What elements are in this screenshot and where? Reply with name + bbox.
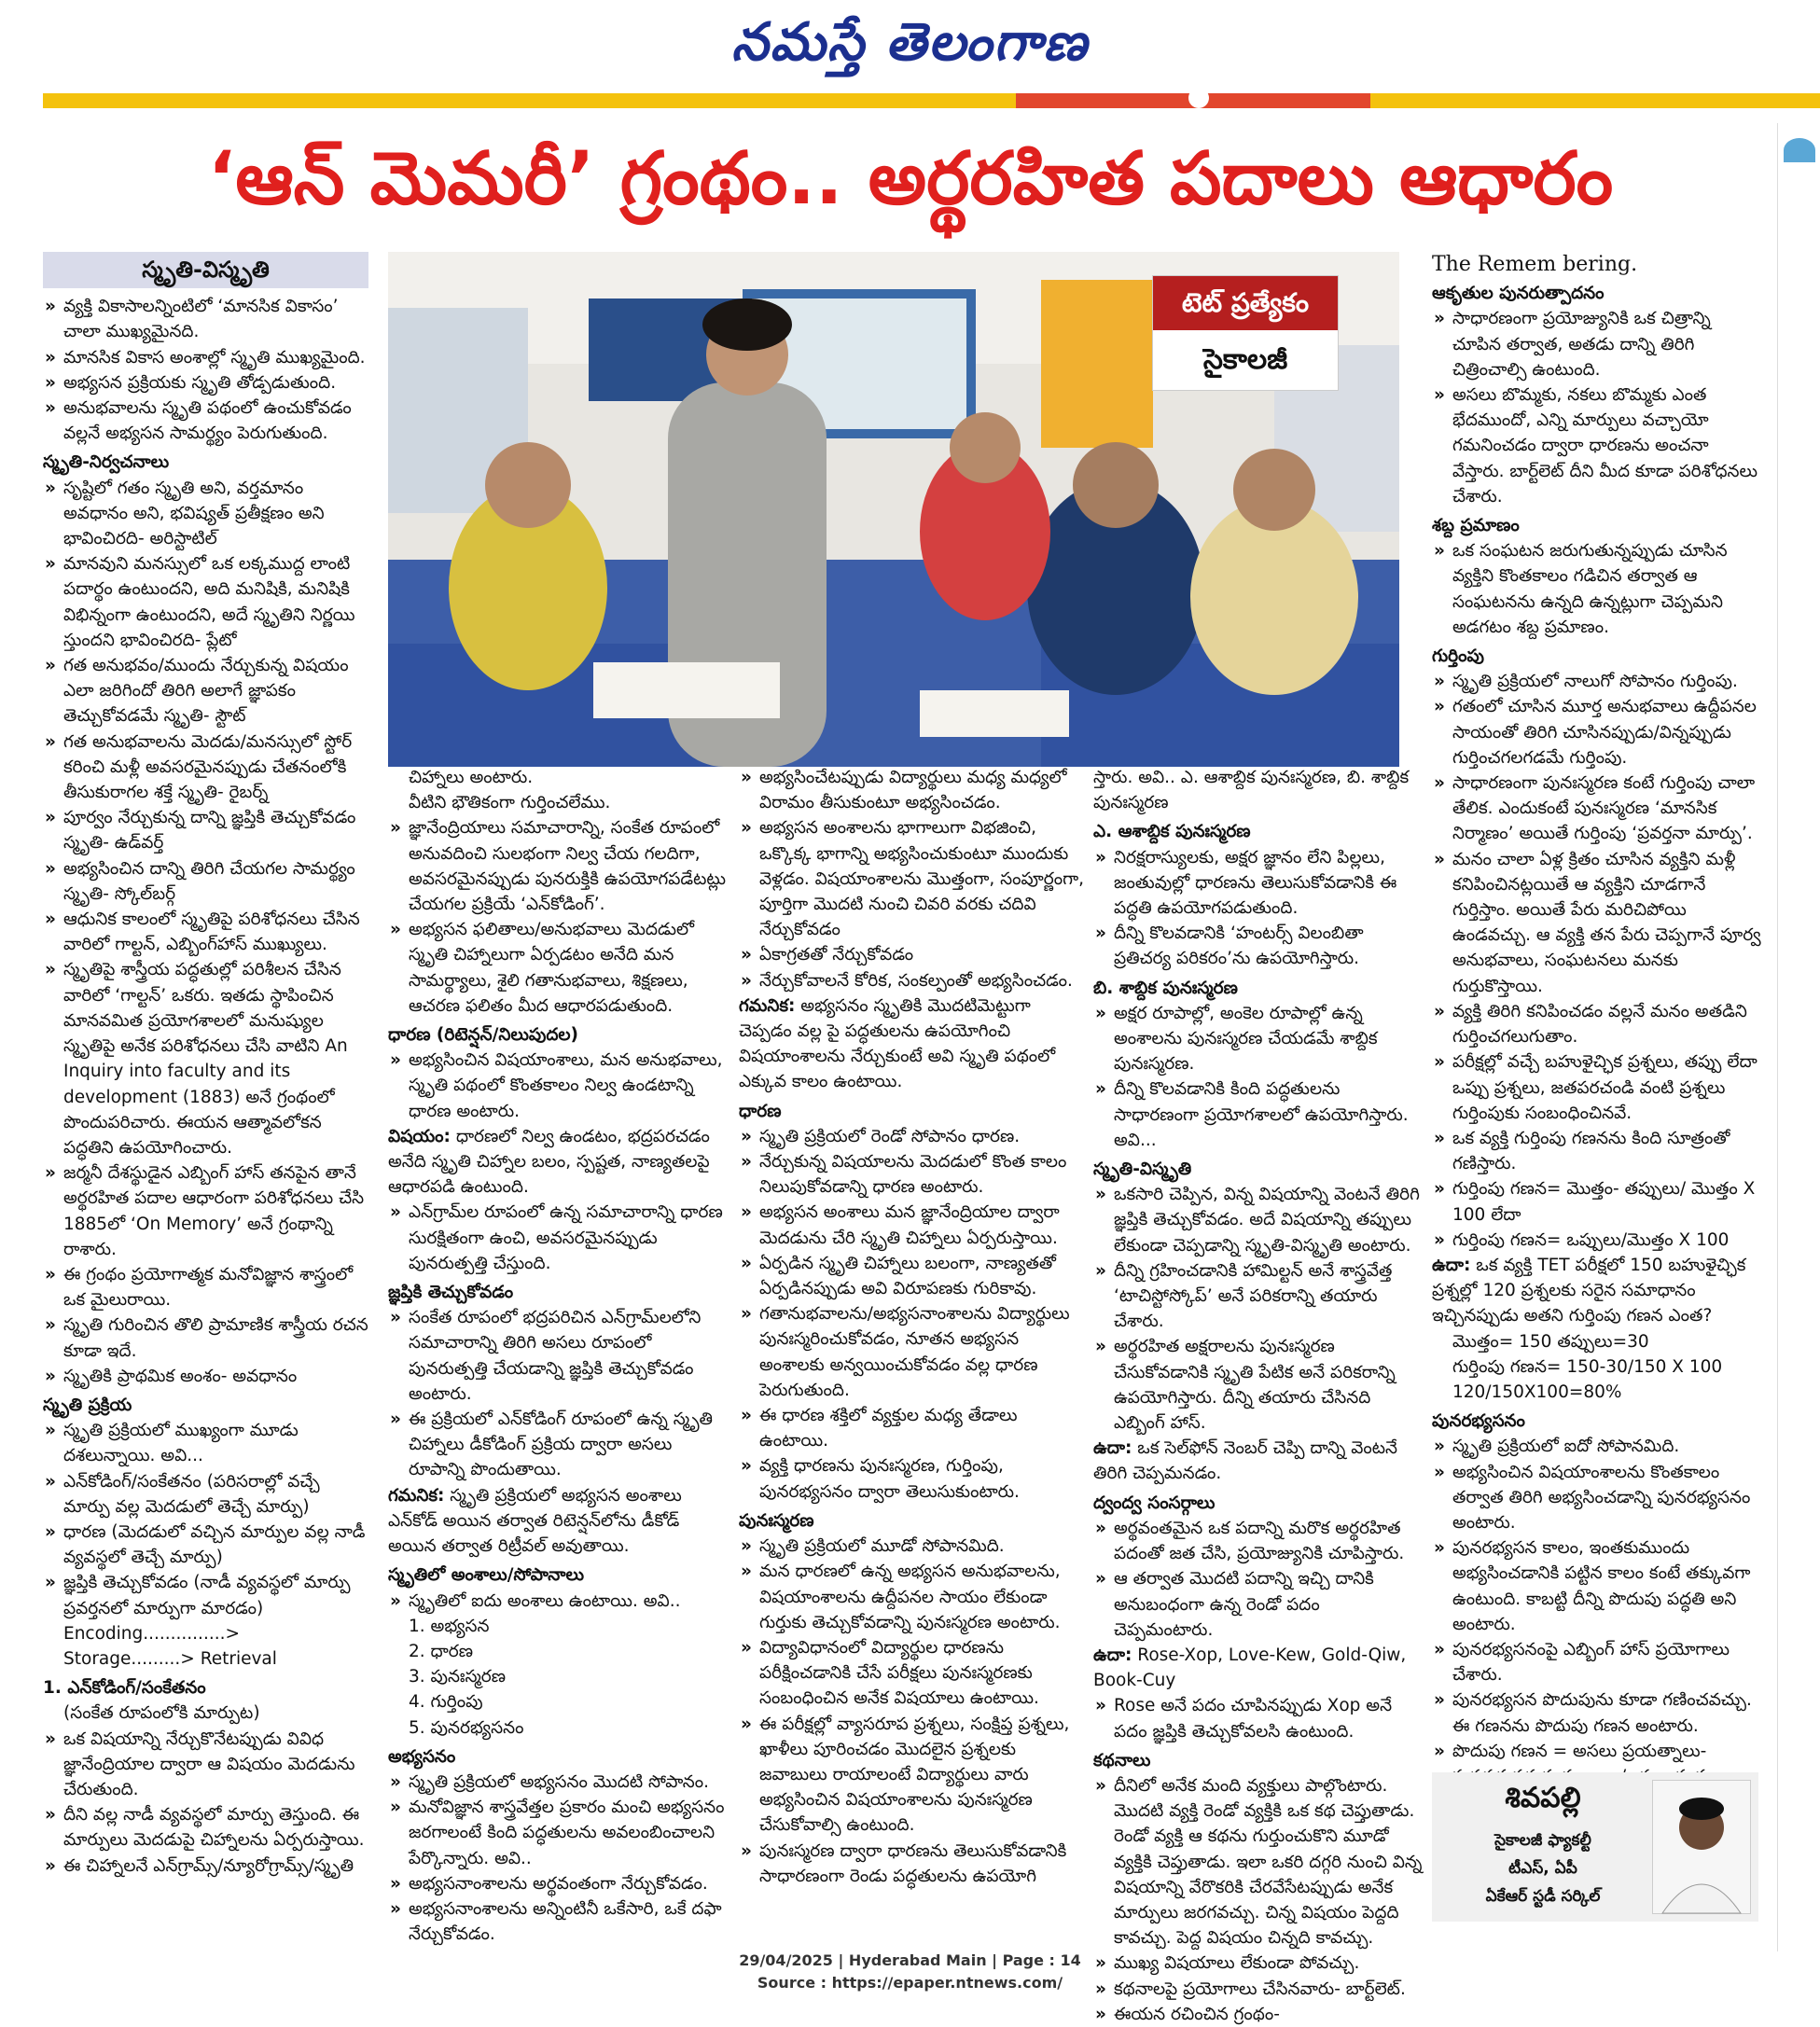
- verbal-list: [1093, 1001, 1423, 1153]
- reproduction-list: [1432, 306, 1763, 509]
- relearning-heading: పునరభ్యసనం: [1432, 1411, 1525, 1432]
- list-item: » ఈ గ్రంథం ప్రయోగాత్మక మనోవిజ్ఞాన శాస్త్రంలో ఒక మైలురాయి.: [43, 1262, 368, 1312]
- example-label: ఉదా:: [1093, 1438, 1132, 1459]
- list-item: » విద్యావిధానంలో విద్యార్థుల ధారణను పరీక్షించడానికి చేసే పరీక్షలు పునఃస్మరణకు సంబంధించిన అనేక విషయాలు ఉంటాయి.: [739, 1635, 1084, 1712]
- list-item: » దీన్ని కొలవడానికి ‘హంటర్స్ విలంబితా ప్రతిచర్య పరికరం’ను ఉపయోగిస్తారు.: [1093, 921, 1423, 971]
- color-bar: [43, 93, 1820, 108]
- reproduction-heading: ఆకృతుల పునరుత్పాదనం: [1432, 284, 1605, 304]
- paired-example-list: [1093, 1693, 1423, 1743]
- list-item: 5. పునరభ్యసనం: [409, 1717, 524, 1738]
- list-item: » సృష్టిలో గతం స్మృతి అని, వర్తమానం అవధానం అని, భవిష్యత్ ప్రతీక్షణం అని భావించిరది- అరిస్టాటిల్: [43, 476, 368, 552]
- list-item: » వ్యక్తి ధారణను పునఃస్మరణ, గుర్తింపు, పునరభ్యసనం ద్వారా తెలుసుకుంటారు.: [739, 1453, 1084, 1504]
- badge-title: టెట్ ప్రత్యేకం: [1153, 276, 1338, 330]
- list-item: » ఆధునిక కాలంలో స్మృతిపై పరిశోధనలు చేసిన వారిలో గాల్టన్, ఎబ్బింగ్‌హాస్ ముఖ్యులు.: [43, 907, 368, 957]
- list-item: » జర్మనీ దేశస్థుడైన ఎబ్బింగ్ హాస్ తనపైన తానే అర్థరహిత పదాల ఆధారంగా పరిశోధనలు చేసి 1885లో ‘On Memory’ అనే గ్రంథాన్ని రాశారు.: [43, 1160, 368, 1262]
- list-item: » స్మృతి ప్రక్రియలో నాలుగో సోపానం గుర్తింపు.: [1432, 669, 1763, 694]
- list-item: » నేర్చుకున్న విషయాలను మెదడులో కొంత కాలం నిలుపుకోవడాన్ని ధారణ అంటారు.: [739, 1149, 1084, 1200]
- list-item: » స్మృతి గురించిన తొలి ప్రామాణిక శాస్త్రీయ రచన కూడా ఇదే.: [43, 1312, 368, 1363]
- list-item: 3. పునఃస్మరణ: [409, 1667, 507, 1687]
- author-role-2: టీఎస్, ఏపీ: [1508, 1859, 1577, 1878]
- steps-list: [388, 1614, 729, 1741]
- list-item: గుర్తింపు గణన= 150-30/150 X 100: [1452, 1356, 1723, 1377]
- encoding-list: [43, 1727, 368, 1879]
- list-item: » అభ్యసించిన దాన్ని తిరిగి చేయగల సామర్థ్యం స్మృతి- స్కోల్‌బర్గ్: [43, 856, 368, 907]
- recognition-example-label: ఉదా:: [1432, 1255, 1471, 1275]
- recollection-list: [739, 1534, 1084, 1889]
- adjacent-logo-icon: [1784, 138, 1815, 162]
- list-item: » ఆ తర్వాత మొదటి పదాన్ని ఇచ్చి దానికి అనుబంధంగా ఉన్న రెండో పదం చెప్పమంటారు.: [1093, 1566, 1423, 1643]
- list-item: » స్మృతి ప్రక్రియలో ఐదో సోపానమిది.: [1432, 1434, 1763, 1459]
- list-item: » ముఖ్య విషయాలు లేకుండా పోవచ్చు.: [1093, 1951, 1423, 1976]
- list-item: » ఏకాగ్రతతో నేర్చుకోవడం: [739, 942, 1084, 967]
- column-3: [739, 765, 1084, 1922]
- author-name: శివపల్లి: [1505, 1782, 1581, 1814]
- list-item: » అర్థవంతమైన ఒక పదాన్ని మరొక అర్థరహిత పదంతో జత చేసి, ప్రయోజ్యునికి చూపిస్తారు.: [1093, 1516, 1423, 1566]
- list-item: » ఈయన రచించిన గ్రంథం-: [1093, 2002, 1423, 2027]
- list-item: » పునఃస్మరణ ద్వారా ధారణను తెలుసుకోవడానికి సాధారణంగా రెండు పద్ధతులను ఉపయోగి: [739, 1839, 1084, 1889]
- list-item: » దీన్ని కొలవడానికి కింది పద్ధతులను సాధారణంగా ప్రయోగశాలలో ఉపయోగిస్తారు. అవి...: [1093, 1076, 1423, 1153]
- list-item: » నేర్చుకోవాలనే కోరిక, సంకల్పంతో అభ్యసించడం.: [739, 968, 1084, 993]
- definitions-list: [43, 476, 368, 1389]
- list-item: వీటిని భౌతికంగా గుర్తించలేము.: [409, 793, 611, 813]
- list-item: » పునరభ్యసన కాలం, ఇంతకుముందు అభ్యసించడానికి పట్టిన కాలం కంటే తక్కువగా ఉంటుంది. కాబట్టి దీన్ని పొదుపు పద్ధతి అని అంటారు.: [1432, 1535, 1763, 1637]
- list-item: » పొదుపు గణన = అసలు ప్రయత్నాలు-: [1432, 1739, 1763, 1815]
- learning-note-label: గమనిక:: [739, 995, 796, 1016]
- list-item: » మన ధారణలో ఉన్న అభ్యసన అనుభవాలను, విషయాంశాలను ఉద్దీపనల సాయం లేకుండా గుర్తుకు తెచ్చుకోవడాన్ని పునఃస్మరణ అంటారు.: [739, 1559, 1084, 1635]
- list-item: » జ్ఞప్తికి తెచ్చుకోవడం (నాడీ వ్యవస్థలో మార్పు ప్రవర్తనలో మార్పుగా మారడం): [43, 1570, 368, 1620]
- list-item: » ఈ చిహ్నాలనే ఎన్‌గ్రామ్స్/న్యూరోగ్రామ్స్/స్మృతి: [43, 1853, 368, 1879]
- list-item: » గుర్తింపు గణన= మొత్తం- తప్పులు/ మొత్తం X 100 లేదా: [1432, 1176, 1763, 1227]
- encoding-cont-list: [388, 815, 729, 1019]
- list-item: » స్మృతిపై శాస్త్రీయ పద్ధతుల్లో పరిశీలన చేసిన వారిలో ‘గాల్టన్’ ఒకరు. ఇతడు స్థాపించిన మానవమిత ప్రయోగశాలలో మనుష్యుల స్మృతిపై అనేక పరిశోధనలు చేసి వాటిని An Inquiry into faculty and its development (1883) అనే గ్రంథంలో పొందుపరిచారు. ఈయన ఆత్మావలోకన పద్ధతిని ఉపయోగించారు.: [43, 957, 368, 1160]
- retention-note: [388, 1124, 729, 1201]
- list-item: » ఒక విషయాన్ని నేర్చుకొనేటప్పుడు వివిధ జ్ఞానేంద్రియాల ద్వారా ఆ విషయం మెదడును చేరుతుంది.: [43, 1727, 368, 1803]
- list-item: » గతానుభవాలను/అభ్యసనాంశాలను విద్యార్థులు పునఃస్మరించుకోవడం, నూతన అభ్యసన అంశాలకు అన్వయించుకోవడం వల్ల ధారణ పెరుగుతుంది.: [739, 1301, 1084, 1403]
- list-item: » దీన్ని గ్రహించడానికి హామిల్టన్ అనే శాస్త్రవేత్త ‘టాచిస్టోస్కోప్’ అనే పరికరాన్ని తయారు చేశారు.: [1093, 1258, 1423, 1335]
- retention-note-label: విషయం:: [388, 1126, 451, 1146]
- list-item: » గత అనుభవాలను మెదడు/మనస్సులో స్టోర్ కరించి మళ్లీ అవసరమైనప్పుడు చేతనంలోకి తీసుకురాగల శక్తే స్మృతి- రైబర్న్: [43, 729, 368, 806]
- column-1: [43, 252, 368, 1922]
- recognition-list: [1432, 669, 1763, 1253]
- list-item: » దీని వల్ల నాడీ వ్యవస్థలో మార్పు తెస్తుంది. ఈ మార్పులు మెదడుపై చిహ్నాలను ఏర్పరుస్తాయి.: [43, 1802, 368, 1853]
- list-item: » పునరభ్యసనంపై ఎబ్బింగ్ హాస్ ప్రయోగాలు చేశారు.: [1432, 1637, 1763, 1687]
- list-item: » ఈ ధారణ శక్తిలో వ్యక్తుల మధ్య తేడాలు ఉంటాయి.: [739, 1403, 1084, 1453]
- list-item: » అభ్యసించిన విషయాంశాలను కొంతకాలం తర్వాత తిరిగి అభ్యసించడాన్ని పునరభ్యసనం అంటారు.: [1432, 1460, 1763, 1536]
- recognition-example: [1432, 1253, 1763, 1329]
- paired-assoc-heading: ద్వంద్వ సంసర్గాలు: [1093, 1492, 1216, 1513]
- learning-note: [739, 993, 1084, 1095]
- footer-source: Source : https://epaper.ntnews.com/: [757, 1974, 1063, 1992]
- list-item: » పరీక్షల్లో వచ్చే బహుళైచ్ఛిక ప్రశ్నలు, తప్పు లేదా ఒప్పు ప్రశ్నలు, జతపరచండి వంటి ప్రశ్నలు గుర్తింపుకు సంబంధించినవే.: [1432, 1049, 1763, 1126]
- nonverbal-list: [1093, 845, 1423, 972]
- list-item: » మానసిక వికాస అంశాల్లో స్మృతి ముఖ్యమైంది.: [43, 345, 368, 370]
- list-item: » స్మృతి ప్రక్రియలో రెండో సోపానం ధారణ.: [739, 1124, 1084, 1149]
- list-item: » మానవుని మనస్సులో ఒక లక్కముద్ద లాంటి పదార్థం ఉంటుందని, అది మనిషికి, మనిషికి విభిన్నంగా ఉంటుందని, అదే స్మృతిని నిర్ణయి స్తుందని భావించిరది- ప్లేటో: [43, 551, 368, 653]
- relearning-list: [1432, 1434, 1763, 1814]
- learning-list: [388, 1770, 729, 1947]
- list-item: 4. గుర్తింపు: [409, 1692, 483, 1713]
- list-item: 1. అభ్యసన: [409, 1616, 490, 1636]
- color-bar-notch: [1188, 88, 1209, 108]
- list-item: చిహ్నాలు అంటారు.: [409, 768, 534, 787]
- list-item: » స్మృతికి ప్రాథమిక అంశం- అవధానం: [43, 1364, 368, 1389]
- retention-heading-2: ధారణ: [739, 1101, 782, 1121]
- list-item: » ఏర్పడిన స్మృతి చిహ్నాలు బలంగా, నాణ్యతతో ఏర్పడినప్పుడు అవి విరూపణకు గురికావు.: [739, 1251, 1084, 1301]
- list-item: » సాధారణంగా పునఃస్మరణ కంటే గుర్తింపు చాలా తేలిక. ఎందుకంటే పునఃస్మరణ ‘మానసిక నిర్మాణం’ అయితే గుర్తింపు ‘ప్రవర్తనా మార్పు’.: [1432, 771, 1763, 847]
- list-item: » గత అనుభవం/ముందు నేర్చుకున్న విషయం ఎలా జరిగిందో తిరిగి అలాగే జ్ఞాపకం తెచ్చుకోవడమే స్మృతి- స్టౌట్: [43, 653, 368, 729]
- process-note-text: స్మృతి ప్రక్రియలో అభ్యసన అంశాలు ఎన్‌కోడ్ అయిన తర్వాత రిటెన్షన్‌లోను డీకోడ్ అయిన తర్వాత రిట్రీవల్ అవుతాయి.: [388, 1485, 682, 1557]
- retention-note-text: ధారణలో నిల్వ ఉండటం, భద్రపరచడం అనేది స్మృతి చిహ్నాల బలం, స్పష్టత, నాణ్యతలపై ఆధారపడి ఉంటుంది.: [388, 1126, 710, 1198]
- column-4: [1093, 765, 1423, 2024]
- list-item: » అభ్యసించిన విషయాంశాలు, మన అనుభవాలు, స్మృతి పథంలో కొంతకాలం నిల్వ ఉండటాన్ని ధారణ అంటారు.: [388, 1048, 729, 1124]
- list-item: » జ్ఞానేంద్రియాలు సమాచారాన్ని, సంకేత రూపంలో అనువదించి సులభంగా నిల్వ చేయ గలదిగా, అవసరమైనప్పుడు పునరుక్తికి ఉపయోగపడేటట్లు చేయగల ప్రక్రియే ‘ఎన్‌కోడింగ్’.: [388, 815, 729, 917]
- encoding-heading: 1. ఎన్‌కోడింగ్/సంకేతనం: [43, 1678, 206, 1699]
- tet-special-badge: [1152, 275, 1339, 391]
- paired-example-label: ఉదా:: [1093, 1645, 1132, 1665]
- recall-list: [388, 1305, 729, 1482]
- list-item: » మనోవిజ్ఞాన శాస్త్రవేత్తల ప్రకారం మంచి అభ్యసనం జరగాలంటే కింది పద్ధతులను అవలంబించాలని పేర్కొన్నారు. అవి..: [388, 1795, 729, 1871]
- example-text: ఒక సెల్‌ఫోన్ నెంబర్ చెప్పి దాన్ని వెంటనే తిరిగి చెప్పమనడం.: [1093, 1438, 1398, 1484]
- process-list: [43, 1418, 368, 1621]
- list-item: » పునరభ్యసన పొదుపును కూడా గణించవచ్చు. ఈ గణనను పొదుపు గణన అంటారు.: [1432, 1687, 1763, 1738]
- list-item: » ఎన్‌కోడింగ్/సంకేతనం (పరిసరాల్లో వచ్చే మార్పు వల్ల మెదడులో తెచ్చే మార్పు): [43, 1469, 368, 1520]
- list-item: » అభ్యసించేటప్పుడు విద్యార్థులు మధ్య మధ్యలో విరామం తీసుకుంటూ అభ్యసించడం.: [739, 765, 1084, 815]
- badge-subject: సైకాలజీ: [1202, 343, 1288, 376]
- list-item: » అభ్యసన అంశాలు మన జ్ఞానేంద్రియాల ద్వారా మెదడును చేరి స్మృతి చిహ్నాలు ఏర్పరుస్తాయి.: [739, 1200, 1084, 1250]
- process-note: [388, 1483, 729, 1560]
- list-item: » ఒక సంఘటన జరుగుతున్నప్పుడు చూసిన వ్యక్తిని కొంతకాలం గడిచిన తర్వాత ఆ సంఘటనను ఉన్నది ఉన్నట్లుగా చెప్పమని అడగటం శబ్ద ప్రమాణం.: [1432, 538, 1763, 640]
- list-item: » నిరక్షరాస్యులకు, అక్షర జ్ఞానం లేని పిల్లలు, జంతువుల్లో ధారణను తెలుసుకోవడానికి ఈ పద్ధతి ఉపయోగపడుతుంది.: [1093, 845, 1423, 922]
- memory-span-list: [1093, 1182, 1423, 1436]
- testimony-list: [1432, 538, 1763, 640]
- column-2: [388, 765, 729, 1945]
- encoding-sub: (సంకేత రూపంలోకి మార్పుట): [63, 1703, 260, 1724]
- list-item: » ధారణ (మెదడులో వచ్చిన మార్పుల వల్ల నాడీ వ్యవస్థలో తెచ్చే మార్పు): [43, 1520, 368, 1570]
- methods-lead: స్తారు. అవి.. ఎ. ఆశాబ్దిక పునఃస్మరణ, బి. శాబ్దిక పునఃస్మరణ: [1093, 768, 1410, 813]
- list-item: » కథనాలపై ప్రయోగాలు చేసినవారు- బార్ట్‌లెట్.: [1093, 1977, 1423, 2002]
- list-item: » అభ్యసన ఫలితాలు/అనుభవాలు మెదడులో స్మృతి చిహ్నాలుగా ఏర్పడటం అనేది మన సామర్థ్యాలు, శైలి గతానుభవాలు, శిక్షణలు, ఆచరణ ఫలితం మీద ఆధారపడుతుంది.: [388, 917, 729, 1019]
- retention-heading: ధారణ (రిటెన్షన్/నిలుపుదల): [388, 1025, 578, 1046]
- list-item: » స్మృతి ప్రక్రియలో అభ్యసనం మొదటి సోపానం.: [388, 1770, 729, 1795]
- nonverbal-heading: ఎ. ఆశాబ్దిక పునఃస్మరణ: [1093, 822, 1251, 842]
- list-item: » గుర్తింపు గణన= ఒప్పులు/మొత్తం X 100: [1432, 1228, 1763, 1253]
- memory-span-example: [1093, 1436, 1423, 1486]
- list-item: » పూర్వం నేర్చుకున్న దాన్ని జ్ఞప్తికి తెచ్చుకోవడం స్మృతి- ఉడ్‌వర్త్: [43, 805, 368, 855]
- list-item: » సాధారణంగా ప్రయోజ్యునికి ఒక చిత్రాన్ని చూపిన తర్వాత, అతడు దాన్ని తిరిగి చిత్రించాల్సి ఉంటుంది.: [1432, 306, 1763, 382]
- paired-example: [1093, 1643, 1423, 1693]
- list-item: » అభ్యసన ప్రక్రియకు స్మృతి తోడ్పడుతుంది.: [43, 370, 368, 396]
- list-item: » వ్యక్తి వికాసాలన్నింటిలో ‘మానసిక వికాసం’ చాలా ముఖ్యమైనది.: [43, 294, 368, 344]
- author-photo: [1652, 1780, 1751, 1914]
- adjacent-page-strip: [1777, 123, 1820, 1951]
- author-portrait-icon: [1653, 1781, 1750, 1913]
- list-item: » అభ్యసనాంశాలను అర్థవంతంగా నేర్చుకోవడం.: [388, 1871, 729, 1896]
- list-item: » Rose అనే పదం చూపినప్పుడు Xop అనే పదం జ్ఞప్తికి తెచ్చుకోవలసి ఉంటుంది.: [1093, 1693, 1423, 1743]
- list-item: » అనుభవాలను స్మృతి పథంలో ఉంచుకోవడం వల్లనే అభ్యసన సామర్థ్యం పెరుగుతుంది.: [43, 396, 368, 446]
- narratives-heading: కథనాలు: [1093, 1750, 1151, 1770]
- learning-cont-list: [739, 765, 1084, 993]
- author-roles: [1445, 1826, 1641, 1910]
- list-item: » గతంలో చూసిన మూర్త అనుభవాలు ఉద్దీపనల సాయంతో తిరిగి చూసినప్పుడు/విన్నప్పుడు గుర్తించగలగడమే గుర్తింపు.: [1432, 694, 1763, 771]
- list-item: » స్మృతి ప్రక్రియలో ముఖ్యంగా మూడు దశలున్నాయి. అవి...: [43, 1418, 368, 1468]
- retention-list-3: [739, 1124, 1084, 1505]
- newspaper-logo: నమస్తే తెలంగాణ: [731, 11, 1089, 73]
- process-flow: Encoding...............> Storage.........> Retrieval: [63, 1623, 277, 1669]
- book-title: The Remem bering.: [1432, 253, 1638, 276]
- steps-heading: స్మృతిలో అంశాలు/సోపానాలు: [388, 1565, 584, 1586]
- section-title: స్మృతి-విస్మృతి: [43, 252, 368, 288]
- list-item: » అర్థరహిత అక్షరాలను పునఃస్మరణ చేసుకోవడానికి స్మృతి పేటిక అనే పరికరాన్ని ఉపయోగిస్తారు. దీన్ని తయారు చేసినది ఎబ్బింగ్ హాస్.: [1093, 1334, 1423, 1436]
- retention-list-2: [388, 1200, 729, 1276]
- list-item: 120/150X100=80%: [1452, 1381, 1622, 1402]
- learning-heading: అభ్యసనం: [388, 1746, 456, 1767]
- learning-note-text: అభ్యసనం స్మృతికి మొదటిమెట్టుగా చెప్పడం వల్ల పై పద్ధతులను ఉపయోగించి విషయాంశాలను నేర్చుకుంటే అవి స్మృతి పథంలో ఎక్కువ కాలం ఉంటాయి.: [739, 995, 1056, 1092]
- calculation-lines: [1432, 1329, 1763, 1406]
- intro-list: [43, 294, 368, 446]
- list-item: » ఎన్‌గ్రామ్‌ల రూపంలో ఉన్న సమాచారాన్ని ధారణ సురక్షితంగా ఉంచి, అవసరమైనప్పుడు పునరుత్పత్తి చేస్తుంది.: [388, 1200, 729, 1276]
- steps-intro: » స్మృతిలో ఐదు అంశాలు ఉంటాయి. అవి..: [388, 1589, 729, 1614]
- list-item: » అక్షర రూపాల్లో, అంకెల రూపాల్లో ఉన్న అంశాలను పునఃస్మరణ చేయడమే శాబ్దిక పునఃస్మరణ.: [1093, 1001, 1423, 1077]
- process-note-label: గమనిక:: [388, 1485, 445, 1506]
- author-role-3: ఏకేఆర్ స్టడీ సర్కిల్: [1485, 1887, 1601, 1906]
- retention-list: [388, 1048, 729, 1124]
- page-footer: [0, 1950, 1820, 1994]
- masthead: [0, 0, 1820, 93]
- recognition-example-text: ఒక వ్యక్తి TET పరీక్షలో 150 బహుళైచ్ఛిక ప్రశ్నల్లో 120 ప్రశ్నలకు సరైన సమాధానం ఇచ్చినప్పుడు అతని గుర్తింపు గణన ఎంత?: [1432, 1255, 1746, 1326]
- list-item: » ఈ పరీక్షల్లో వ్యాసరూప ప్రశ్నలు, సంక్షిప్త ప్రశ్నలు, ఖాళీలు పూరించడం మొదలైన ప్రశ్నలకు జవాబులు రాయాలంటే విద్యార్థులు వారు అభ్యసించిన విషయాంశాలను పునఃస్మరణ చేసుకోవాల్సి ఉంటుంది.: [739, 1712, 1084, 1839]
- footer-date-edition: 29/04/2025 | Hyderabad Main | Page : 14: [739, 1951, 1081, 1969]
- list-item: » సంకేత రూపంలో భద్రపరిచిన ఎన్‌గ్రామ్‌లలోని సమాచారాన్ని తిరిగి అసలు రూపంలో పునరుత్పత్తి చేయడాన్ని జ్ఞప్తికి తెచ్చుకోవడం అంటారు.: [388, 1305, 729, 1407]
- lead-lines: [388, 765, 729, 815]
- recollection-heading: పునఃస్మరణ: [739, 1510, 814, 1531]
- list-item: » ఈ ప్రక్రియలో ఎన్‌కోడింగ్ రూపంలో ఉన్న స్మృతి చిహ్నాలు డీకోడింగ్ ప్రక్రియ ద్వారా అసలు రూపాన్ని పొందుతాయి.: [388, 1407, 729, 1483]
- list-item: » అభ్యసనాంశాలను అన్నింటినీ ఒకేసారి, ఒకే దఫా నేర్చుకోవడం.: [388, 1896, 729, 1947]
- paired-example-text: Rose-Xop, Love-Kew, Gold-Qiw, Book-Cuy: [1093, 1645, 1407, 1691]
- testimony-heading: శబ్ద ప్రమాణం: [1432, 516, 1520, 536]
- list-item: » అభ్యసన అంశాలను భాగాలుగా విభజించి, ఒక్కొక్క భాగాన్ని అభ్యసించుకుంటూ ముందుకు వెళ్లడం. విషయాంశాలను మొత్తంగా, సంపూర్ణంగా, పూర్తిగా మొదటి నుంచి చివరి వరకు చదివి నేర్చుకోవడం: [739, 815, 1084, 942]
- list-item: » ఒక వ్యక్తి గుర్తింపు గణనను కింది సూత్రంతో గణిస్తారు.: [1432, 1126, 1763, 1176]
- definitions-heading: స్మృతి-నిర్వచనాలు: [43, 452, 170, 473]
- column-5: [1432, 252, 1763, 1772]
- paired-assoc-list: [1093, 1516, 1423, 1643]
- list-item: » అసలు బొమ్మకు, నకలు బొమ్మకు ఎంత భేదముందో, ఎన్ని మార్పులు వచ్చాయో గమనించడం ద్వారా ధారణను అంచనా వేస్తారు. బార్ట్‌లెట్ దీని మీద కూడా పరిశోధనలు చేశారు.: [1432, 382, 1763, 509]
- memory-span-heading: స్మృతి-విస్మృతి: [1093, 1159, 1192, 1180]
- list-item: » ఒకసారి చెప్పిన, విన్న విషయాన్ని వెంటనే తిరిగి జ్ఞప్తికి తెచ్చుకోవడం. అదే విషయాన్ని తప్పులు లేకుండా చెప్పడాన్ని స్మృతి-విస్మృతి అంటారు.: [1093, 1182, 1423, 1258]
- list-item: » దీనిలో అనేక మంది వ్యక్తులు పాల్గొంటారు. మొదటి వ్యక్తి రెండో వ్యక్తికి ఒక కథ చెప్తుతాడు. రెండో వ్యక్తి ఆ కథను గుర్తుంచుకొని మూడో వ్యక్తికి చెప్తుతాడు. ఇలా ఒకరి దగ్గరి నుంచి విన్న విషయాన్ని వేరొకరికి చేరవేసేటప్పుడు అనేక మార్పులు జరగవచ్చు. చిన్న విషయం పెద్దది కావచ్చు. పెద్ద విషయం చిన్నది కావచ్చు.: [1093, 1773, 1423, 1951]
- list-item: » మనం చాలా ఏళ్ల క్రితం చూసిన వ్యక్తిని మళ్లీ కనిపించినట్లయితే ఆ వ్యక్తిని చూడగానే గుర్తిస్తాం. అయితే పేరు మరిచిపోయి ఉండవచ్చు. ఆ వ్యక్తి తన పేరు చెప్పగానే పూర్వ అనుభవాలు, సంఘటనలు మనకు గుర్తుకొస్తాయి.: [1432, 847, 1763, 999]
- list-item: » వ్యక్తి తిరిగి కనిపించడం వల్లనే మనం అతడిని గుర్తించగలుగుతాం.: [1432, 999, 1763, 1049]
- recognition-heading: గుర్తింపు: [1432, 646, 1484, 667]
- process-heading: స్మృతి ప్రక్రియ: [43, 1395, 132, 1415]
- recall-heading: జ్ఞప్తికి తెచ్చుకోవడం: [388, 1283, 514, 1303]
- headline: ‘ఆన్ మెమరీ’ గ్రంథం.. అర్థరహిత పదాలు ఆధారం: [207, 137, 1614, 221]
- list-item: » స్మృతి ప్రక్రియలో మూడో సోపానమిది.: [739, 1534, 1084, 1559]
- author-role-1: సైకాలజీ ఫ్యాకల్టీ: [1494, 1831, 1591, 1850]
- verbal-heading: బి. శాబ్దిక పునఃస్మరణ: [1093, 978, 1238, 998]
- author-byline: [1432, 1772, 1758, 1922]
- list-item: 2. ధారణ: [409, 1641, 474, 1661]
- list-item: మొత్తం= 150 తప్పులు=30: [1452, 1331, 1649, 1352]
